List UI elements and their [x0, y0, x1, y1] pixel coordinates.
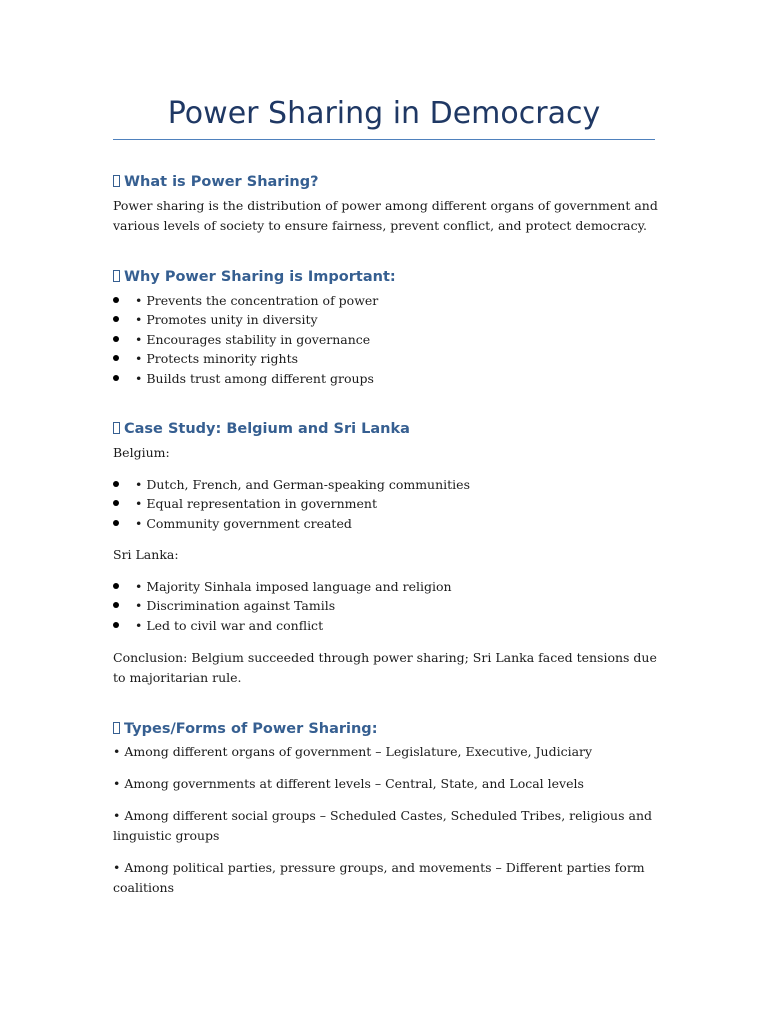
list-item-text: • Builds trust among different groups	[135, 370, 374, 386]
section-types	[113, 719, 658, 739]
missing-glyph-icon	[113, 270, 120, 282]
heading-text: Case Study: Belgium and Sri Lanka	[124, 421, 410, 437]
bullet-icon	[113, 481, 119, 487]
bullet-icon	[113, 622, 119, 628]
types-item-wrap	[113, 806, 658, 845]
list-item	[113, 349, 658, 368]
bullet-icon	[113, 583, 119, 589]
types-item: • Among different organs of government – Legislature, Executive, Judiciary	[113, 744, 593, 759]
list-item	[113, 596, 658, 615]
list-item	[113, 616, 658, 635]
conclusion-paragraph: Conclusion: Belgium succeeded through power sharing; Sri Lanka faced tensions due to majoritarian rule.	[113, 650, 657, 685]
srilanka-list	[113, 577, 658, 635]
page-title: Power Sharing in Democracy	[167, 96, 601, 131]
types-item-wrap	[113, 774, 658, 794]
list-item-text: • Majority Sinhala imposed language and religion	[135, 579, 452, 594]
list-item	[113, 494, 658, 513]
section-heading-case	[113, 419, 658, 439]
list-item	[113, 330, 658, 349]
section-heading-what	[113, 172, 658, 192]
types-item-wrap	[113, 858, 658, 897]
section-heading-types	[113, 719, 658, 739]
why-list-wrap	[113, 291, 658, 388]
bullet-icon	[113, 520, 119, 526]
section-what	[113, 172, 658, 192]
conclusion-wrap	[113, 648, 658, 687]
importance-list	[113, 291, 658, 388]
missing-glyph-icon	[113, 722, 120, 734]
bullet-icon	[113, 316, 119, 322]
section-what-body	[113, 196, 658, 235]
list-item	[113, 369, 658, 388]
definition-paragraph: Power sharing is the distribution of power among different organs of government and various levels of society to ensure fairness, prevent conflict, and protect democracy.	[113, 198, 658, 233]
section-why	[113, 267, 658, 287]
bullet-icon	[113, 336, 119, 342]
list-item-text: • Promotes unity in diversity	[135, 312, 318, 328]
srilanka-list-wrap	[113, 577, 658, 635]
list-item-text: • Community government created	[135, 515, 352, 531]
heading-text: What is Power Sharing?	[124, 174, 319, 190]
types-item-wrap	[113, 742, 658, 762]
list-item-text: • Prevents the concentration of power	[135, 293, 379, 308]
heading-text: Types/Forms of Power Sharing:	[124, 721, 378, 737]
belgium-label-wrap	[113, 443, 658, 463]
list-item-text: • Led to civil war and conflict	[135, 617, 324, 633]
section-heading-why	[113, 267, 658, 287]
list-item	[113, 475, 658, 494]
bullet-icon	[113, 375, 119, 381]
bullet-icon	[113, 500, 119, 506]
bullet-icon	[113, 355, 119, 361]
types-item: • Among governments at different levels – Central, State, and Local levels	[113, 776, 584, 791]
belgium-list-wrap	[113, 475, 658, 533]
list-item-text: • Dutch, French, and German-speaking communities	[135, 477, 470, 492]
list-item	[113, 577, 658, 596]
list-item-text: • Equal representation in government	[135, 496, 377, 512]
missing-glyph-icon	[113, 422, 120, 434]
list-item-text: • Protects minority rights	[135, 351, 299, 367]
belgium-label: Belgium:	[113, 445, 170, 460]
heading-text: Why Power Sharing is Important:	[124, 269, 396, 285]
list-item-text: • Discrimination against Tamils	[135, 598, 336, 614]
list-item	[113, 291, 658, 310]
section-case	[113, 419, 658, 439]
list-item	[113, 310, 658, 329]
title-underline	[113, 139, 655, 140]
list-item-text: • Encourages stability in governance	[135, 331, 371, 347]
belgium-list	[113, 475, 658, 533]
bullet-icon	[113, 297, 119, 303]
srilanka-label-wrap	[113, 545, 658, 565]
bullet-icon	[113, 602, 119, 608]
types-item: • Among different social groups – Scheduled Castes, Scheduled Tribes, religious and linguistic groups	[113, 808, 652, 843]
srilanka-label: Sri Lanka:	[113, 547, 179, 562]
types-item: • Among political parties, pressure groups, and movements – Different parties form coalitions	[113, 860, 645, 895]
list-item	[113, 514, 658, 533]
missing-glyph-icon	[113, 175, 120, 187]
